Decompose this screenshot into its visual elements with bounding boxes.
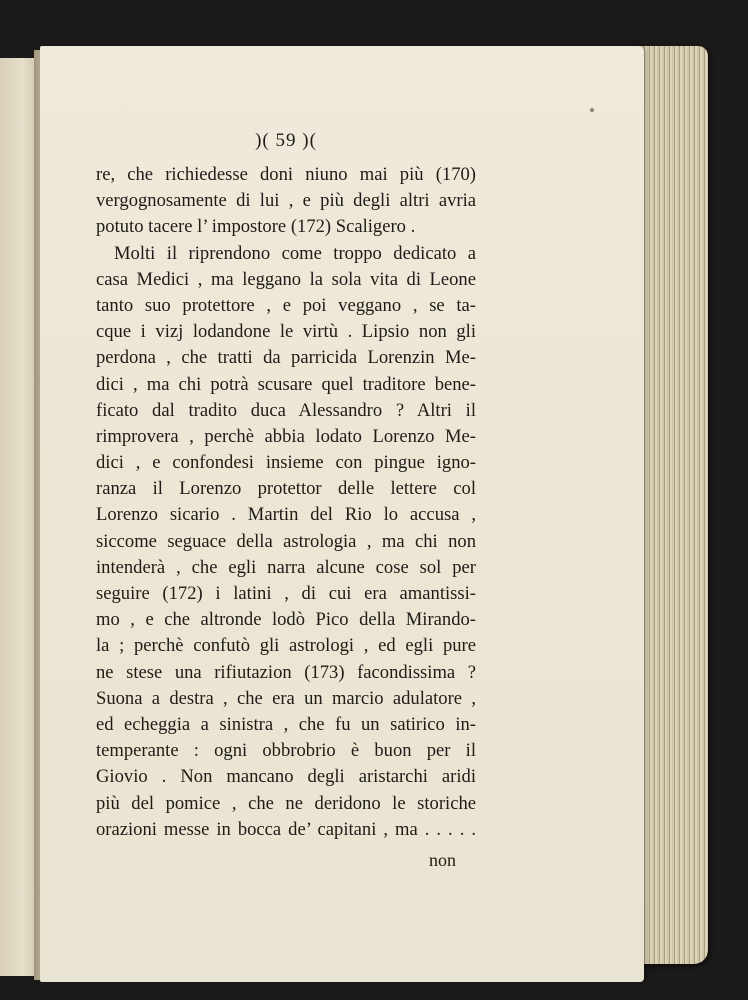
page-text-block [96,128,476,873]
text-line: più del pomice , che ne deridono le storiche [96,792,476,814]
text-line: Lorenzo sicario . Martin del Rio lo accusa , [96,504,476,526]
paper-speck [590,108,594,112]
text-line: perdona , che tratti da parricida Lorenzin Me- [96,347,476,369]
text-line: la ; perchè confutò gli astrologi , ed egli pure [96,635,476,657]
text-line: dici , e confondesi insieme con pingue igno- [96,452,476,474]
text-line: ed echeggia a sinistra , che fu un satirico in- [96,713,476,735]
text-line: Giovio . Non mancano degli aristarchi aridi [96,766,476,788]
text-line: ranza il Lorenzo protettor delle lettere col [96,478,476,500]
catchword: non [429,849,456,870]
text-line: dici , ma chi potrà scusare quel traditore bene- [96,373,476,395]
text-line: vergognosamente di lui , e più degli altri avria [96,190,476,212]
text-line: tanto suo protettore , e poi veggano , se ta- [96,294,476,316]
text-line: re, che richiedesse doni niuno mai più (170) [96,164,476,185]
text-line: seguire (172) i latini , di cui era amantissi- [96,583,476,604]
text-line: ne stese una rifiutazion (173) facondissima ? [96,661,476,683]
page-number: )( 59 )( [255,130,317,151]
text-line: siccome seguace della astrologia , ma chi non [96,530,476,552]
text-line: Molti il riprendono come troppo dedicato a [114,242,476,264]
text-line: intenderà , che egli narra alcune cose sol per [96,556,476,578]
text-line: potuto tacere l’ impostore (172) Scaligero . [96,216,416,238]
text-line: ficato dal tradito duca Alessandro ? Altri il [96,399,476,421]
text-line: Suona a destra , che era un marcio adulatore , [96,687,476,709]
text-line: orazioni messe in bocca de’ capitani , ma . . . . . [96,818,476,840]
text-line: mo , e che altronde lodò Pico della Mirando- [96,609,476,631]
text-line: casa Medici , ma leggano la sola vita di Leone [96,268,476,290]
text-line: rimprovera , perchè abbia lodato Lorenzo Me- [96,425,476,447]
text-line: temperante : ogni obbrobrio è buon per il [96,740,476,762]
text-line: cque i vizj lodandone le virtù . Lipsio non gli [96,321,476,343]
